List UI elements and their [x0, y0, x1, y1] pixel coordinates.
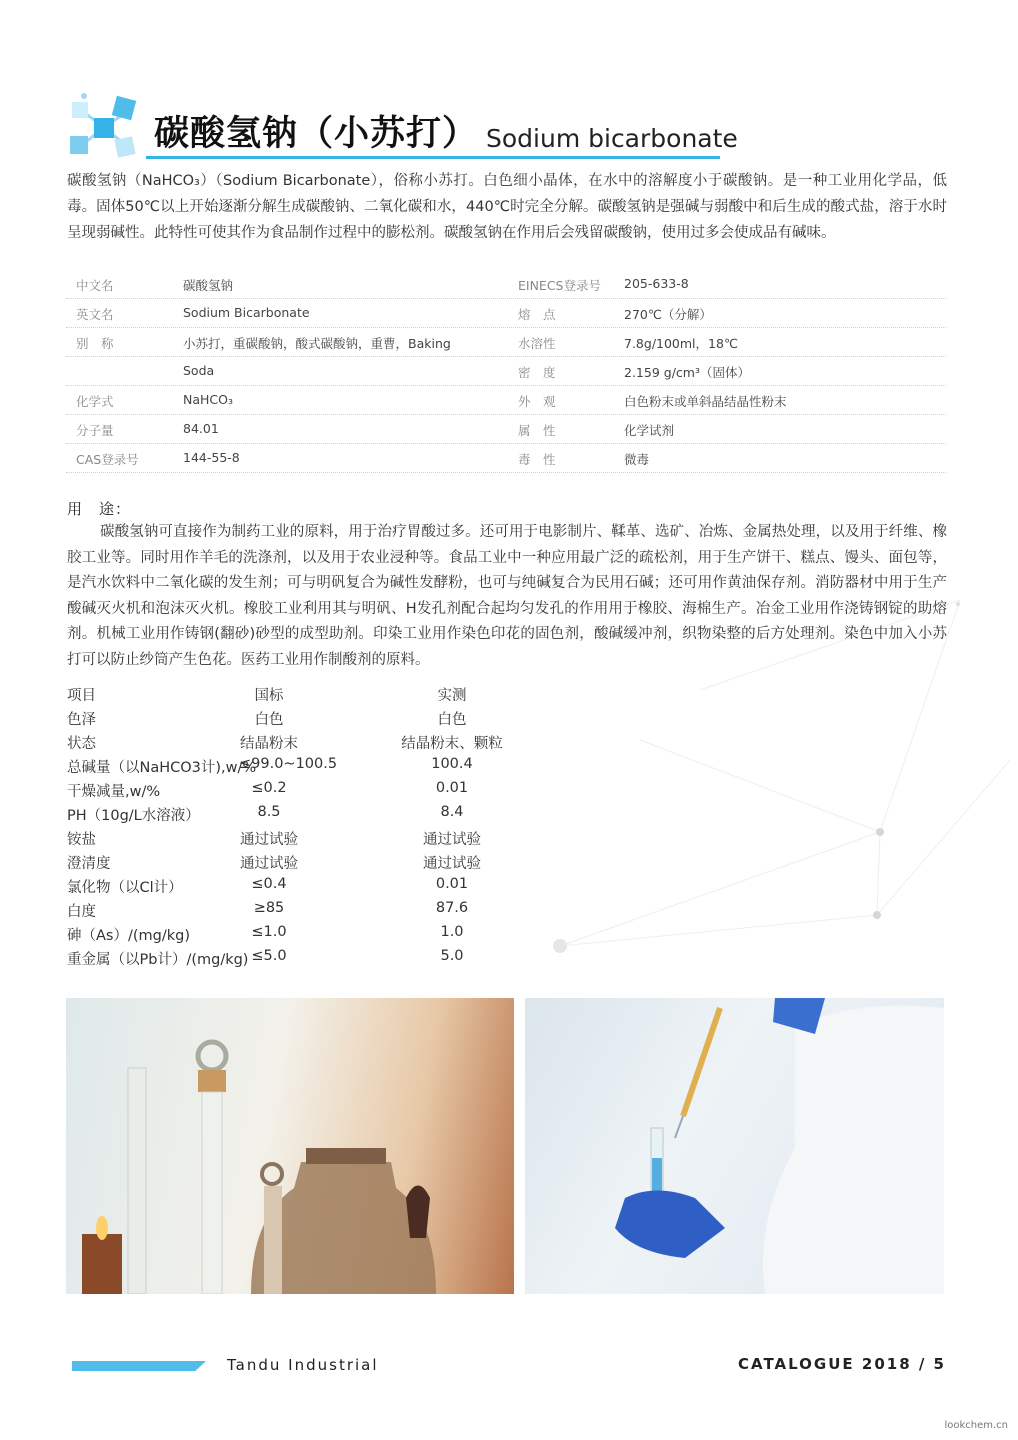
uses-heading: 用 途：	[67, 500, 132, 518]
page-header	[66, 92, 738, 162]
spec-actual: 100.4	[431, 756, 473, 772]
properties-table	[66, 270, 946, 473]
spec-actual: 通过试验	[423, 832, 481, 848]
spec-row	[67, 898, 527, 922]
spec-item-label: 项目	[67, 688, 96, 704]
spec-row	[67, 754, 527, 778]
spec-item	[67, 732, 96, 753]
spec-item-label: 色泽	[67, 712, 96, 728]
spec-item	[67, 828, 96, 849]
spec-row	[67, 826, 527, 850]
property-value: NaHCO₃	[183, 392, 233, 407]
spec-standard: 国标	[254, 688, 284, 704]
intro-paragraph: 碳酸氢钠（NaHCO₃）（Sodium Bicarbonate），俗称小苏打。白色细小晶体，在水中的溶解度小于碳酸钠。是一种工业用化学品，低毒。固体50℃以上开始逐渐分解生成碳酸钠、二氧化碳和水，440℃时完全分解。碳酸氢钠是强碱与弱酸中和后生成的酸式盐，溶于水时呈现弱碱性。此特性可使其作为食品制作过程中的膨松剂。碳酸氢钠在作用后会残留碳酸钠，使用过多会使成品有碱味。	[67, 173, 947, 241]
spec-row	[67, 946, 527, 970]
property-row	[66, 386, 946, 415]
spec-standard: 8.5	[257, 804, 281, 820]
spec-item	[67, 876, 183, 897]
spec-actual: 0.01	[435, 780, 469, 796]
spec-row	[67, 730, 527, 754]
spec-actual: 实测	[437, 688, 467, 704]
property-label: 属 性	[518, 423, 556, 438]
property-value: Soda	[183, 363, 215, 378]
property-label: 化学式	[76, 394, 114, 409]
spec-item-note: （以Pb计）/(mg/kg)	[110, 952, 249, 968]
property-value: 微毒	[624, 452, 650, 467]
spec-item	[67, 852, 111, 873]
footer-company: Tandu Industrial	[227, 1356, 379, 1374]
specification-table	[67, 682, 527, 970]
spec-item-label: 砷（As）/(mg/kg)	[67, 928, 190, 944]
spec-item	[67, 900, 96, 921]
property-label: 水溶性	[518, 336, 556, 351]
property-value: 144-55-8	[183, 450, 240, 465]
property-row	[66, 328, 946, 357]
spec-item-label: 重金属	[67, 952, 111, 968]
spec-item	[67, 948, 248, 969]
spec-item-label: 铵盐	[67, 832, 96, 848]
spec-item	[67, 756, 256, 777]
lab-pipette-photo	[525, 998, 944, 1294]
spec-item-label: 澄清度	[67, 856, 111, 872]
page-title-english: Sodium bicarbonate	[486, 124, 738, 153]
spec-item	[67, 708, 96, 729]
property-value: 7.8g/100ml，18℃	[624, 336, 738, 351]
spec-standard: ≤1.0	[251, 924, 287, 940]
spec-actual: 结晶粉末、颗粒	[401, 736, 503, 752]
spec-row	[67, 682, 527, 706]
property-value: 84.01	[183, 421, 219, 436]
spec-standard: ≤0.2	[251, 780, 287, 796]
property-value: 化学试剂	[624, 423, 675, 438]
spec-actual: 白色	[437, 712, 467, 728]
property-label: 英文名	[76, 307, 114, 322]
spec-standard: ≤5.0	[251, 948, 287, 964]
property-label: CAS登录号	[76, 452, 139, 467]
spec-item	[67, 924, 190, 945]
spec-item	[67, 780, 160, 801]
spec-item-note: （以NaHCO3计),w/%	[110, 760, 257, 776]
molecule-logo-icon	[66, 92, 142, 162]
uses-paragraph: 碳酸氢钠可直接作为制药工业的原料，用于治疗胃酸过多。还可用于电影制片、鞣革、选矿、冶炼、金属热处理，以及用于纤维、橡胶工业等。同时用作羊毛的洗涤剂，以及用于农业浸种等。食品工业中一种应用最广泛的疏松剂，用于生产饼干、糕点、馒头、面包等，是汽水饮料中二氧化碳的发生剂；可与明矾复合为碱性发酵粉，也可与纯碱复合为民用石碱；还可用作黄油保存剂。消防器材中用于生产酸碱灭火机和泡沫灭火机。橡胶工业利用其与明矾、H发孔剂配合起均匀发孔的作用用于橡胶、海棉生产。冶金工业用作浇铸钢锭的助熔剂。机械工业用作铸钢(翻砂)砂型的成型助剂。印染工业用作染色印花的固色剂，酸碱缓冲剂，织物染整的后方处理剂。染色中加入小苏打可以防止纱筒产生色花。医药工业用作制酸剂的原料。	[67, 524, 947, 668]
property-value: 碳酸氢钠	[183, 278, 234, 293]
spec-item-label: 白度	[67, 904, 96, 920]
property-row	[66, 299, 946, 328]
spec-item	[67, 804, 200, 825]
spec-row	[67, 874, 527, 898]
spec-standard: 通过试验	[240, 832, 298, 848]
property-label: 外 观	[518, 394, 556, 409]
spec-item-label: 干燥减量,w/%	[67, 784, 161, 800]
property-row	[66, 357, 946, 386]
spec-standard: ≤0.4	[251, 876, 287, 892]
property-label: 分子量	[76, 423, 114, 438]
lab-glassware-photo	[66, 998, 514, 1294]
property-label: 密 度	[518, 365, 556, 380]
watermark: lookchem.cn	[944, 1420, 1008, 1431]
property-value: Sodium Bicarbonate	[183, 305, 310, 320]
spec-actual: 0.01	[435, 876, 469, 892]
spec-row	[67, 706, 527, 730]
spec-standard: 通过试验	[240, 856, 298, 872]
property-label: 中文名	[76, 278, 114, 293]
property-row	[66, 444, 946, 473]
spec-actual: 通过试验	[423, 856, 481, 872]
spec-actual: 1.0	[440, 924, 464, 940]
property-value: 白色粉末或单斜晶结晶性粉末	[624, 394, 787, 409]
spec-row	[67, 922, 527, 946]
property-row	[66, 270, 946, 299]
title-underline	[146, 156, 720, 159]
property-label: 毒 性	[518, 452, 556, 467]
spec-row	[67, 778, 527, 802]
spec-standard: 白色	[254, 712, 284, 728]
spec-item-label: 氯化物（以Cl计）	[67, 880, 183, 896]
spec-row	[67, 802, 527, 826]
property-label: EINECS登录号	[518, 278, 601, 293]
spec-item-label: 状态	[67, 736, 96, 752]
property-label: 别 称	[76, 336, 114, 351]
spec-item	[67, 684, 96, 705]
property-row	[66, 415, 946, 444]
spec-actual: 8.4	[440, 804, 464, 820]
property-value: 2.159 g/cm³（固体）	[624, 365, 750, 380]
spec-standard: 结晶粉末	[240, 736, 298, 752]
spec-standard: ≥85	[253, 900, 285, 916]
footer-page-number: CATALOGUE 2018 / 5	[738, 1355, 946, 1373]
spec-standard: ≤99.0~100.5	[239, 756, 338, 772]
spec-row	[67, 850, 527, 874]
spec-item-label: 总碱量	[67, 760, 111, 776]
spec-actual: 87.6	[435, 900, 469, 916]
property-value: 205-633-8	[624, 276, 689, 291]
property-label: 熔 点	[518, 307, 556, 322]
page-title: 碳酸氢钠（小苏打）	[154, 114, 479, 154]
spec-item-label: PH（10g/L水溶液）	[67, 808, 200, 824]
footer-accent-bar	[72, 1361, 206, 1371]
spec-actual: 5.0	[440, 948, 464, 964]
property-value: 270℃（分解）	[624, 307, 712, 322]
property-value: 小苏打，重碳酸钠，酸式碳酸钠，重曹，Baking	[183, 336, 451, 351]
